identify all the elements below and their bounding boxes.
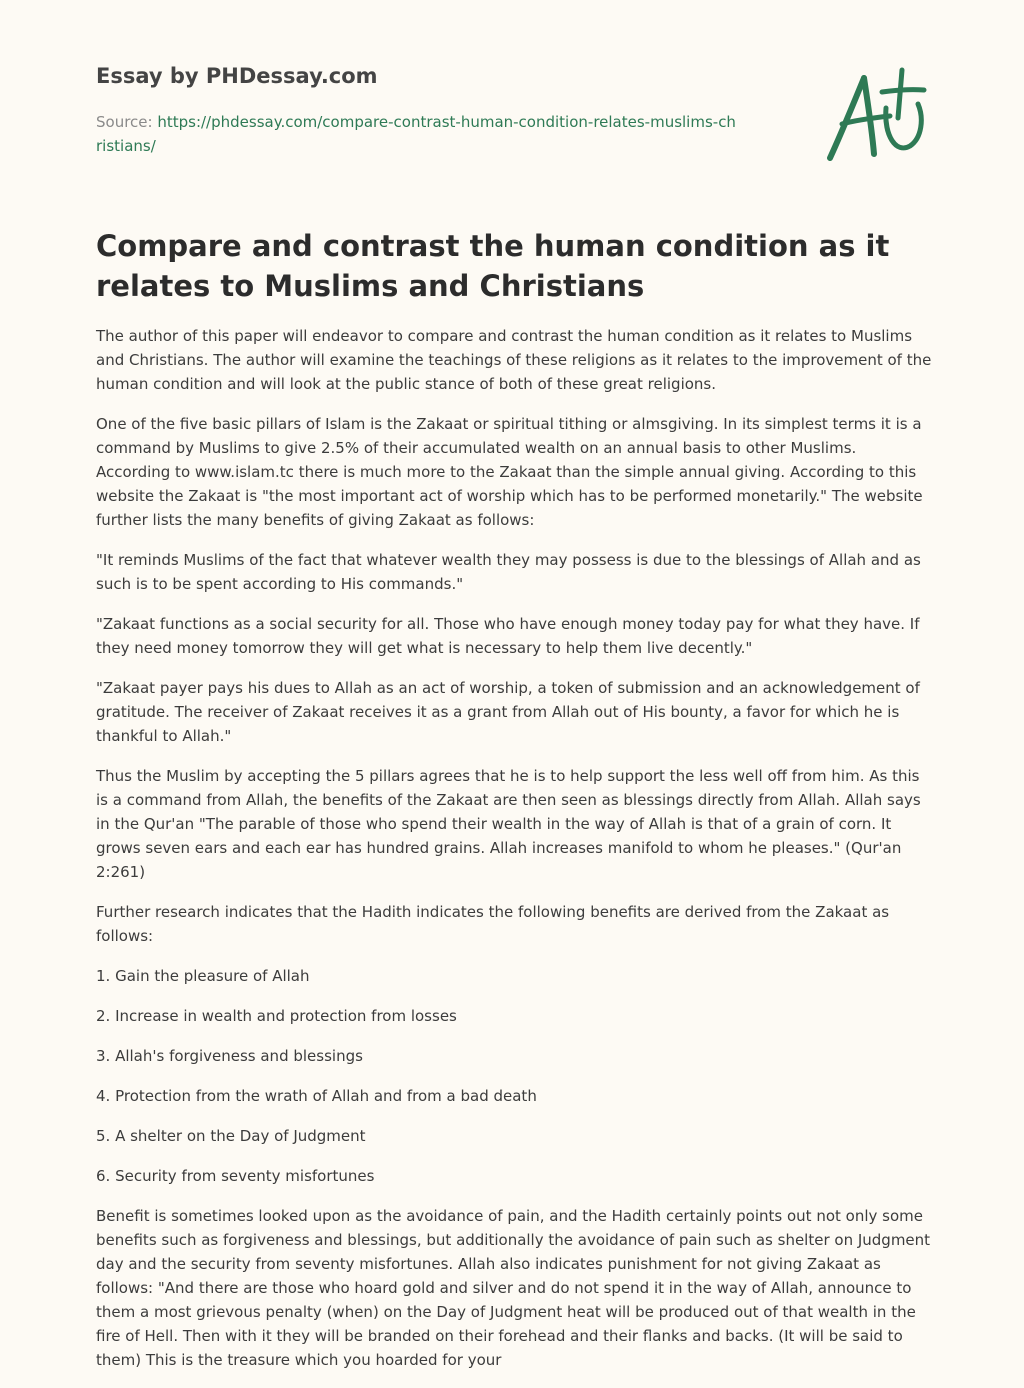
site-brand: Essay by PHDessay.com xyxy=(96,64,378,88)
quote-paragraph: "Zakaat functions as a social security for all. Those who have enough money today pay for what they have. If they need money tomorrow they will get what is necessary to help them live decently." xyxy=(96,615,920,657)
list-item: 4. Protection from the wrath of Allah and from a bad death xyxy=(96,1087,537,1105)
essay-title: Compare and contrast the human condition as it relates to Muslims and Christians xyxy=(96,229,890,303)
source-label: Source: xyxy=(96,113,158,131)
a-plus-grade-icon xyxy=(824,62,928,168)
source-link[interactable]: https://phdessay.com/compare-contrast-human-condition-relates-muslims-christians/ xyxy=(96,113,736,155)
paragraph: Thus the Muslim by accepting the 5 pillars agrees that he is to help support the less well off from him. As this is a command from Allah, the benefits of the Zakaat are then seen as blessings directly from Allah. Allah says in the Qur'an "The parable of those who spend their wealth in the way of Allah is that of a grain of corn. It grows seven ears and each ear has hundred grains. Allah increases manifold to whom he pleases." (Qur'an 2:261) xyxy=(96,767,921,881)
list-item: 2. Increase in wealth and protection from losses xyxy=(96,1007,457,1025)
essay-body xyxy=(96,324,932,1388)
list-item: 3. Allah's forgiveness and blessings xyxy=(96,1047,363,1065)
list-item: 5. A shelter on the Day of Judgment xyxy=(96,1127,366,1145)
paragraph: Further research indicates that the Hadith indicates the following benefits are derived from the Zakaat as follows: xyxy=(96,903,890,945)
list-item: 1. Gain the pleasure of Allah xyxy=(96,967,310,985)
paragraph: Benefit is sometimes looked upon as the avoidance of pain, and the Hadith certainly points out not only some benefits such as forgiveness and blessings, but additionally the avoidance of pain such as shelter on Judgment day and the security from seventy misfortunes. Allah also indicates punishment for not giving Zakaat as follows: "And there are those who hoard gold and silver and do not spend it in the way of Allah, announce to them a most grievous penalty (when) on the Day of Judgment heat will be produced out of that wealth in the fire of Hell. Then with it they will be branded on their forehead and their flanks and backs. (It will be said to them) This is the treasure which you hoarded for your xyxy=(96,1207,931,1369)
paragraph: The author of this paper will endeavor to compare and contrast the human condition as it relates to Muslims and Christians. The author will examine the teachings of these religions as it relates to the improvement of the human condition and will look at the public stance of both of these great religions. xyxy=(96,327,932,393)
list-item: 6. Security from seventy misfortunes xyxy=(96,1167,375,1185)
quote-paragraph: "It reminds Muslims of the fact that whatever wealth they may possess is due to the blessings of Allah and as such is to be spent according to His commands." xyxy=(96,551,921,593)
quote-paragraph: "Zakaat payer pays his dues to Allah as an act of worship, a token of submission and an acknowledgement of gratitude. The receiver of Zakaat receives it as a grant from Allah out of His bounty, a favor for which he is thankful to Allah." xyxy=(96,679,920,745)
source-line xyxy=(96,110,736,158)
paragraph: One of the five basic pillars of Islam is the Zakaat or spiritual tithing or almsgiving. In its simplest terms it is a command by Muslims to give 2.5% of their accumulated wealth on an annual basis to other Muslims. According to www.islam.tc there is much more to the Zakaat than the simple annual giving. According to this website the Zakaat is "the most important act of worship which has to be performed monetarily." The website further lists the many benefits of giving Zakaat as follows: xyxy=(96,415,923,529)
